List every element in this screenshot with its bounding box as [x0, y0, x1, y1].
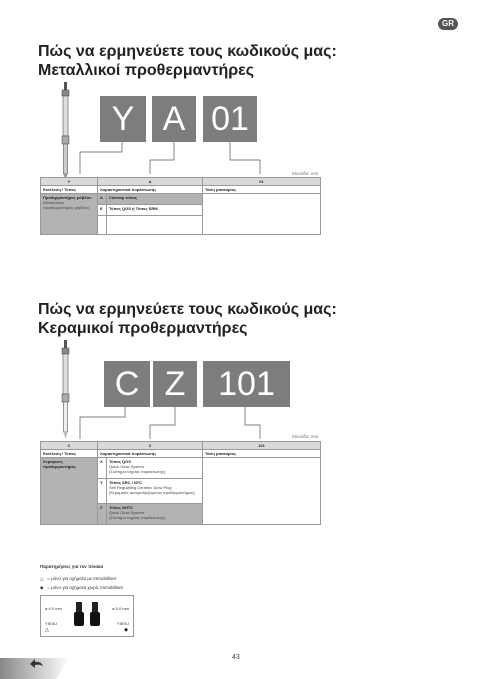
code-cell: Z [98, 442, 203, 450]
column-header: Χαρακτηριστικά πυράκτωσης [98, 186, 203, 194]
variant-desc: Quick Glow System [109, 464, 144, 469]
variant-desc: (Σύστημα ταχείας πυράκτωσης) [109, 515, 166, 520]
notes-title: Παρατηρήσεις για τον πίνακα [40, 564, 104, 569]
code-box-01: 01 [203, 96, 257, 142]
variant-letter: A [98, 194, 107, 205]
connector-lines [60, 142, 280, 182]
type-name: Προθερμαντήρας ράβδου [43, 195, 92, 200]
code-box-a: A [152, 96, 196, 142]
note-text: = μόνο για οχήματα με Immobiliser [47, 576, 117, 581]
right-brand-label: YIESU [116, 621, 129, 626]
variant-letter: E [98, 205, 107, 216]
variant-desc: Self Regulating Ceramic Glow Plug [109, 485, 172, 490]
variant-letter: Y [98, 479, 107, 504]
triangle-icon: △ [40, 576, 44, 581]
type-cell [41, 194, 98, 235]
table-row [41, 458, 321, 479]
connector-drawing [71, 600, 103, 632]
variant-desc: (Σύστημα ταχείας πυράκτωσης) [109, 469, 166, 474]
code-cell: 101 [203, 442, 321, 450]
variant-text: Στάνταρ τύπος [107, 194, 203, 205]
section1-title-line1: Πώς να ερμηνεύετε τους κωδικούς μας: [38, 43, 337, 60]
note-row [40, 585, 123, 591]
empty-cell [107, 216, 203, 235]
table-code-row [41, 442, 321, 450]
column-header: Χαρακτηριστικά πυράκτωσης [98, 450, 203, 458]
table-header-row [41, 450, 321, 458]
table-row [41, 194, 321, 205]
variant-title: Τύπος NHTC [109, 505, 134, 510]
unit-label: Μονάδα: mm [292, 434, 319, 439]
variant-text [107, 479, 203, 504]
code-cell: Y [41, 178, 98, 186]
column-header: Τάση μπαταρίας [203, 450, 321, 458]
back-arrow-icon[interactable] [28, 656, 46, 670]
section1-title [38, 42, 337, 80]
code-cell: 01 [203, 178, 321, 186]
column-header: Εκτέλεση / Τύπος [41, 450, 98, 458]
language-badge: GR [438, 18, 458, 30]
left-brand-label: YIESU [45, 621, 58, 626]
unit-label: Μονάδα: mm [292, 171, 319, 176]
code-box-101: 101 [203, 361, 290, 407]
column-header: Τάση μπαταρίας [203, 186, 321, 194]
type-cell [41, 458, 98, 525]
section1-title-line2: Μεταλλικοί προθερμαντήρες [38, 62, 255, 79]
note-row [40, 576, 116, 582]
section2-title-line1: Πώς να ερμηνεύετε τους κωδικούς μας: [38, 301, 337, 318]
diamond-icon: ◆ [124, 627, 128, 633]
voltage-cell [203, 458, 321, 525]
table-header-row [41, 186, 321, 194]
variant-letter: X [98, 458, 107, 479]
section2-title [38, 300, 337, 338]
type-description: (Μεταλλικός προθερμαντήρας ράβδου) [43, 200, 90, 210]
immobiliser-diagram-box [40, 595, 134, 637]
variant-letter: Z [98, 504, 107, 525]
column-header: Εκτέλεση / Τύπος [41, 186, 98, 194]
variant-text: Τύπος QGS ή Τύπος SRM [107, 205, 203, 216]
code-cell: C [41, 442, 98, 450]
variant-title: Τύπος QGS [109, 459, 131, 464]
variant-text [107, 504, 203, 525]
section2-title-line2: Κεραμικοί προθερμαντήρες [38, 320, 248, 337]
diamond-icon: ◆ [40, 585, 44, 590]
variant-desc: Quick Glow System [109, 510, 144, 515]
variant-title: Τύπος SRC / NTC [109, 480, 143, 485]
variant-desc: (Κεραμικός αυτορυθμιζόμενος προθερμαντήρας) [109, 490, 195, 495]
spec-table-metal [40, 177, 321, 235]
code-box-y: Y [100, 96, 146, 142]
code-box-z: Z [153, 361, 197, 407]
left-diameter-label: ø 4.0 mm [45, 606, 62, 611]
voltage-cell [203, 194, 321, 235]
empty-cell [98, 216, 107, 235]
type-name: Κεραμικός προθερμαντήρας [43, 459, 76, 469]
table-code-row [41, 178, 321, 186]
code-box-c: C [104, 361, 150, 407]
page-number: 43 [232, 654, 240, 661]
note-text: = μόνο για οχήματα χωρίς Immobiliser [47, 585, 124, 590]
spec-table-ceramic [40, 441, 321, 525]
variant-text [107, 458, 203, 479]
right-diameter-label: ø 5.0 mm [112, 606, 129, 611]
code-cell: A [98, 178, 203, 186]
triangle-icon: △ [45, 627, 49, 633]
